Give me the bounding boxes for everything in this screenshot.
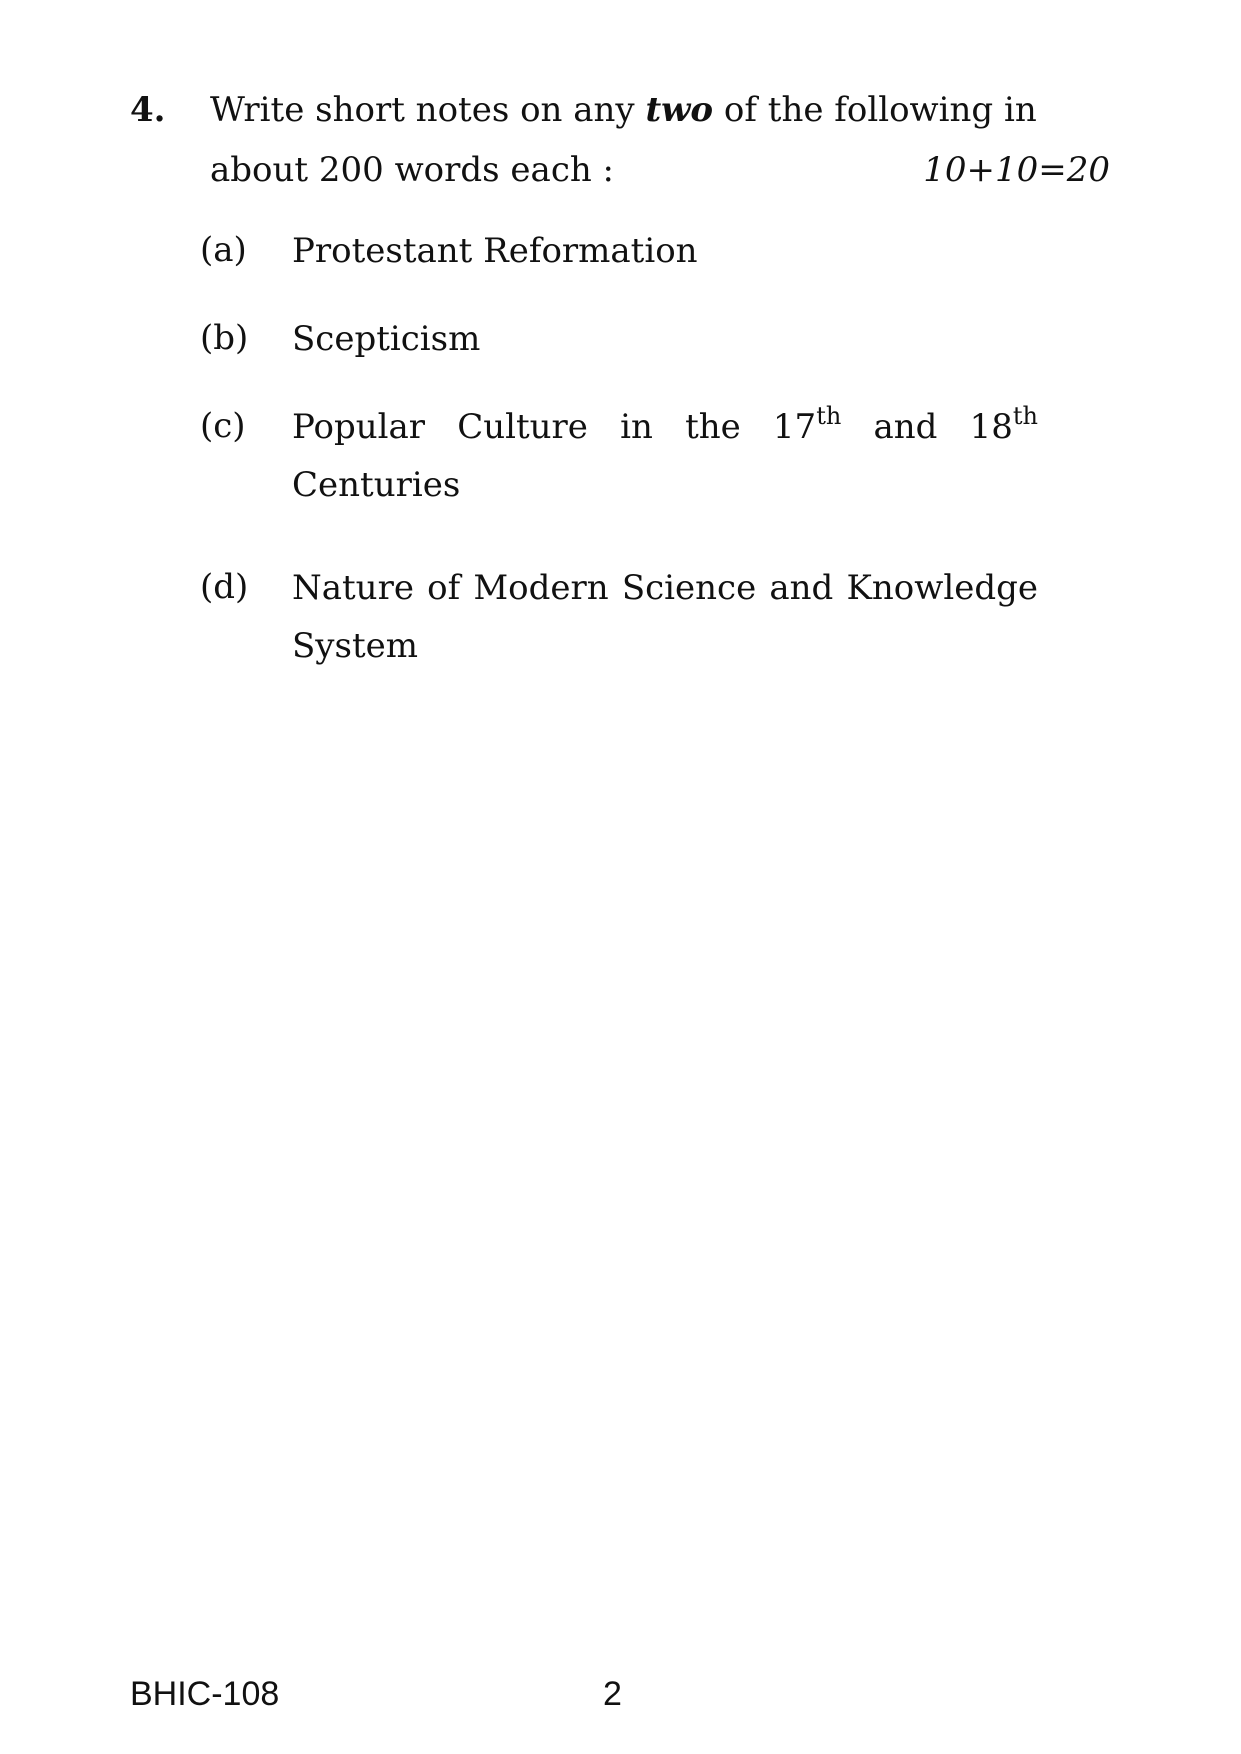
item-c-century-17: 17th — [772, 402, 842, 447]
item-d-line-2: System — [292, 626, 418, 666]
item-c-word: in — [620, 407, 653, 447]
item-c-label: (c) — [200, 406, 246, 446]
question-text-post: of the following in — [713, 90, 1037, 130]
item-c-line-1 — [292, 398, 1038, 456]
item-d-word: and — [769, 568, 834, 608]
item-c-word: Popular — [292, 407, 426, 447]
footer-page-number: 2 — [603, 1675, 622, 1713]
item-c-word: and — [873, 407, 938, 447]
item-b-label: (b) — [200, 318, 249, 358]
item-c-text — [292, 398, 1038, 514]
item-c-word: Culture — [457, 407, 588, 447]
item-a-text: Protestant Reformation — [292, 231, 698, 271]
item-c-word: the — [685, 407, 741, 447]
item-d-text — [292, 559, 1038, 675]
item-d-word: Modern — [473, 568, 609, 608]
question-line-1 — [210, 90, 1037, 130]
item-c-century-18: 18th — [969, 402, 1038, 447]
item-c-line-2: Centuries — [292, 465, 461, 505]
item-b-text: Scepticism — [292, 319, 481, 359]
marks-allocation: 10+10=20 — [923, 150, 1110, 190]
item-d-line-1 — [292, 559, 1038, 617]
item-d-word: Knowledge — [846, 568, 1038, 608]
question-line-2: about 200 words each : — [210, 150, 615, 190]
question-emphasis: two — [645, 90, 714, 130]
item-d-word: Science — [621, 568, 757, 608]
footer-course-code: BHIC-108 — [130, 1675, 280, 1713]
question-number: 4. — [130, 90, 166, 130]
item-d-label: (d) — [200, 567, 249, 607]
question-text-pre: Write short notes on any — [210, 90, 646, 130]
item-a-label: (a) — [200, 230, 247, 270]
item-d-word: Nature — [292, 568, 414, 608]
item-d-word: of — [427, 568, 461, 608]
